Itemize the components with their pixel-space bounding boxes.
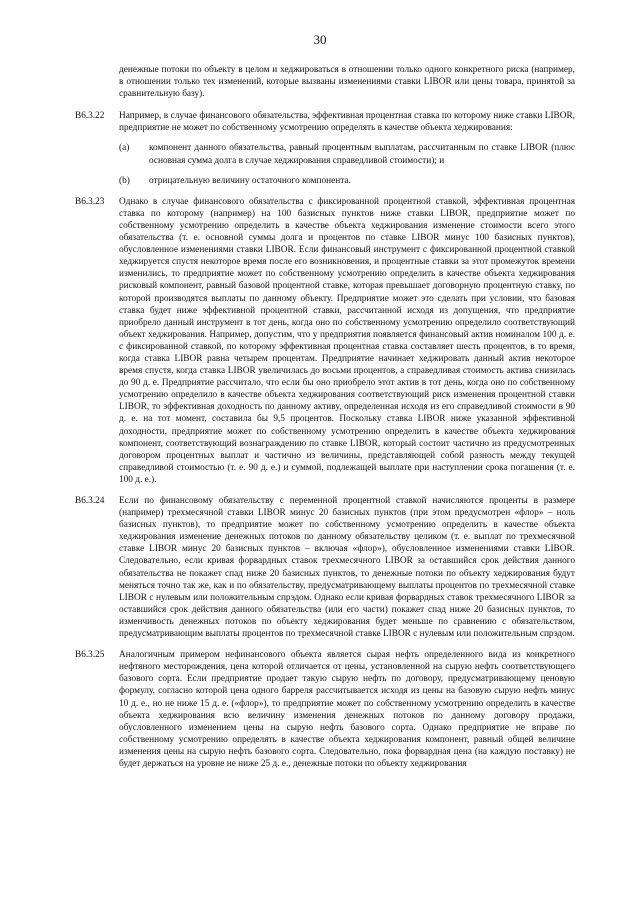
subitem-b bbox=[119, 175, 575, 187]
clause-body bbox=[119, 196, 575, 486]
clause-body bbox=[119, 495, 575, 640]
subitem-a bbox=[119, 142, 575, 166]
subitem-text: компонент данного обязательства, равный процентным выплатам, рассчитанным по ставке LIBOR (плюс основная сумма долга в случае хеджирования справедливой стоимости); и bbox=[149, 143, 575, 166]
clause-body bbox=[119, 649, 575, 770]
clause-number: B6.3.22 bbox=[75, 111, 105, 122]
clause-number: B6.3.24 bbox=[75, 496, 105, 506]
clause-text: Аналогичным примером нефинансового объекта является сырая нефть определенного вида из конкретного нефтяного месторождения, цена которой отличается от цены, установленной на сырую нефть соответствующего базового сорта. Если предприятие продает такую сырую нефть по договору, предусматривающему ценовую формулу, согласно которой цена одного барреля рассчитывается исходя из цены на базовую сырую нефть минус 10 д. е., но не ниже 15 д. е. («флор»), то предприятие может по собственному усмотрению определить в качестве объекта хеджирования всю величину изменения денежных потоков по данному договору продажи, обусловленного изменением цены на сырую нефть базового сорта. Однако предприятие не вправе по собственному усмотрению определять в качестве объекта хеджирования компонент, равный общей величине изменения цены на сырую нефть базового сорта. Следовательно, пока форвардная цена (на каждую поставку) не будет держаться на уровне не ниже 25 д. е., денежные потоки по объекту хеджирования bbox=[119, 650, 575, 769]
clause-text: Если по финансовому обязательству с переменной процентной ставкой начисляются проценты в размере (например) трехмесячной ставки LIBOR минус 20 базисных пунктов (при этом предусмотрен «флор» – ноль базисных пунктов), то предприятие может по собственному усмотрению определить в качестве объекта хеджирования изменение денежных потоков по данному обязательству целиком (т. е. выплат по трехмесячной ставке LIBOR минус 20 базисных пунктов – включая «флор»), обусловленное изменениями ставки LIBOR. Следовательно, если кривая форвардных ставок трехмесячного LIBOR за оставшийся срок действия данного обязательства не покажет спад ниже 20 базисных пунктов, то денежные потоки по объекту хеджирования будут меняться точно так же, как и по обязательству, предусматривающему выплаты процентов по трехмесячной ставке LIBOR с нулевым или положительным спрэдом. Однако если кривая форвардных ставок трехмесячного LIBOR за оставшийся срок действия данного обязательства (или его части) покажет спад ниже 20 базисных пунктов, то изменчивость денежных потоков по объекту хеджирования будет меньше по сравнению с обязательством, предусматривающим выплаты процентов по трехмесячной ставке LIBOR с нулевым или положительным спрэдом. bbox=[119, 496, 575, 640]
subitem-label: (b) bbox=[119, 175, 130, 186]
subitem-text: отрицательную величину остаточного компонента. bbox=[149, 175, 351, 186]
clause-b6-3-24 bbox=[75, 495, 575, 640]
continued-paragraph: денежные потоки по объекту в целом и хеджироваться в отношении только одного конкретного риска (например, в отношении только тех изменений, которые вызваны изменениями ставки LIBOR или цены товара, принятой за сравнительную базу). bbox=[119, 65, 575, 100]
subitem-label: (a) bbox=[119, 143, 130, 154]
clause-number: B6.3.25 bbox=[75, 650, 105, 661]
clause-b6-3-22 bbox=[75, 110, 575, 186]
clause-b6-3-23 bbox=[75, 196, 575, 486]
clause-number: B6.3.23 bbox=[75, 196, 105, 207]
document-body bbox=[75, 64, 575, 779]
clause-text: Например, в случае финансового обязательства, эффективная процентная ставка по которому ниже ставки LIBOR, предприятие не может по собственному усмотрению определять в качестве объекта хеджирования: bbox=[119, 111, 575, 134]
clause-body bbox=[119, 110, 575, 186]
page-number: 30 bbox=[313, 32, 327, 47]
clause-b6-3-25 bbox=[75, 649, 575, 770]
clause-text: Однако в случае финансового обязательства с фиксированной процентной ставкой, эффективная процентная ставка по которому (например) на 100 базисных пунктов ниже ставки LIBOR, предприятие может по собственному усмотрению определить в качестве объекта хеджирования изменение стоимости всего этого обязательства (т. е. основной суммы долга и процентов по ставке LIBOR минус 100 базисных пунктов), обусловленное изменениями ставки LIBOR. Если финансовый инструмент с фиксированной процентной ставкой хеджируется спустя некоторое время после его возникновения, и процентные ставки за этот промежуток времени изменились, то предприятие может по собственному усмотрению определить в качестве объекта хеджирования рисковый компонент, равный базовой процентной ставке, которая превышает договорную процентную ставку, по которой производятся выплаты по данному объекту. Предприятие может это сделать при условии, что базовая ставка будет ниже эффективной процентной ставки, рассчитанной исходя из допущения, что предприятие приобрело данный инструмент в тот день, когда оно по собственному усмотрению определило соответствующий объект хеджирования. Например, допустим, что у предприятия появляется финансовый актив номиналом 100 д. е. с фиксированной ставкой, по которому эффективная процентная ставка составляет шесть процентов, в то время, когда ставка LIBOR равна четырем процентам. Предприятие начинает хеджировать данный актив некоторое время спустя, когда ставка LIBOR увеличилась до восьми процентов, а справедливая стоимость актива снизилась до 90 д. е. Предприятие рассчитало, что если бы оно приобрело этот актив в тот день, когда оно по собственному усмотрению определило в качестве объекта хеджирования соответствующий риск изменения процентной ставки LIBOR, то эффективная доходность по данному активу, определенная исходя из его справедливой стоимости в 90 д. е. на тот момент, составила бы 9,5 процентов. Поскольку ставка LIBOR ниже указанной эффективной доходности, предприятие может по собственному усмотрению определить в качестве объекта хеджирования компонент, соответствующий вознаграждению по ставке LIBOR, который состоит частично из предусмотренных договором процентных выплат и частично из величины, представляющей собой разность между текущей справедливой стоимостью (т. е. 90 д. е.) и суммой, подлежащей выплате при наступлении срока погашения (т. е. 100 д. е.). bbox=[119, 196, 575, 485]
